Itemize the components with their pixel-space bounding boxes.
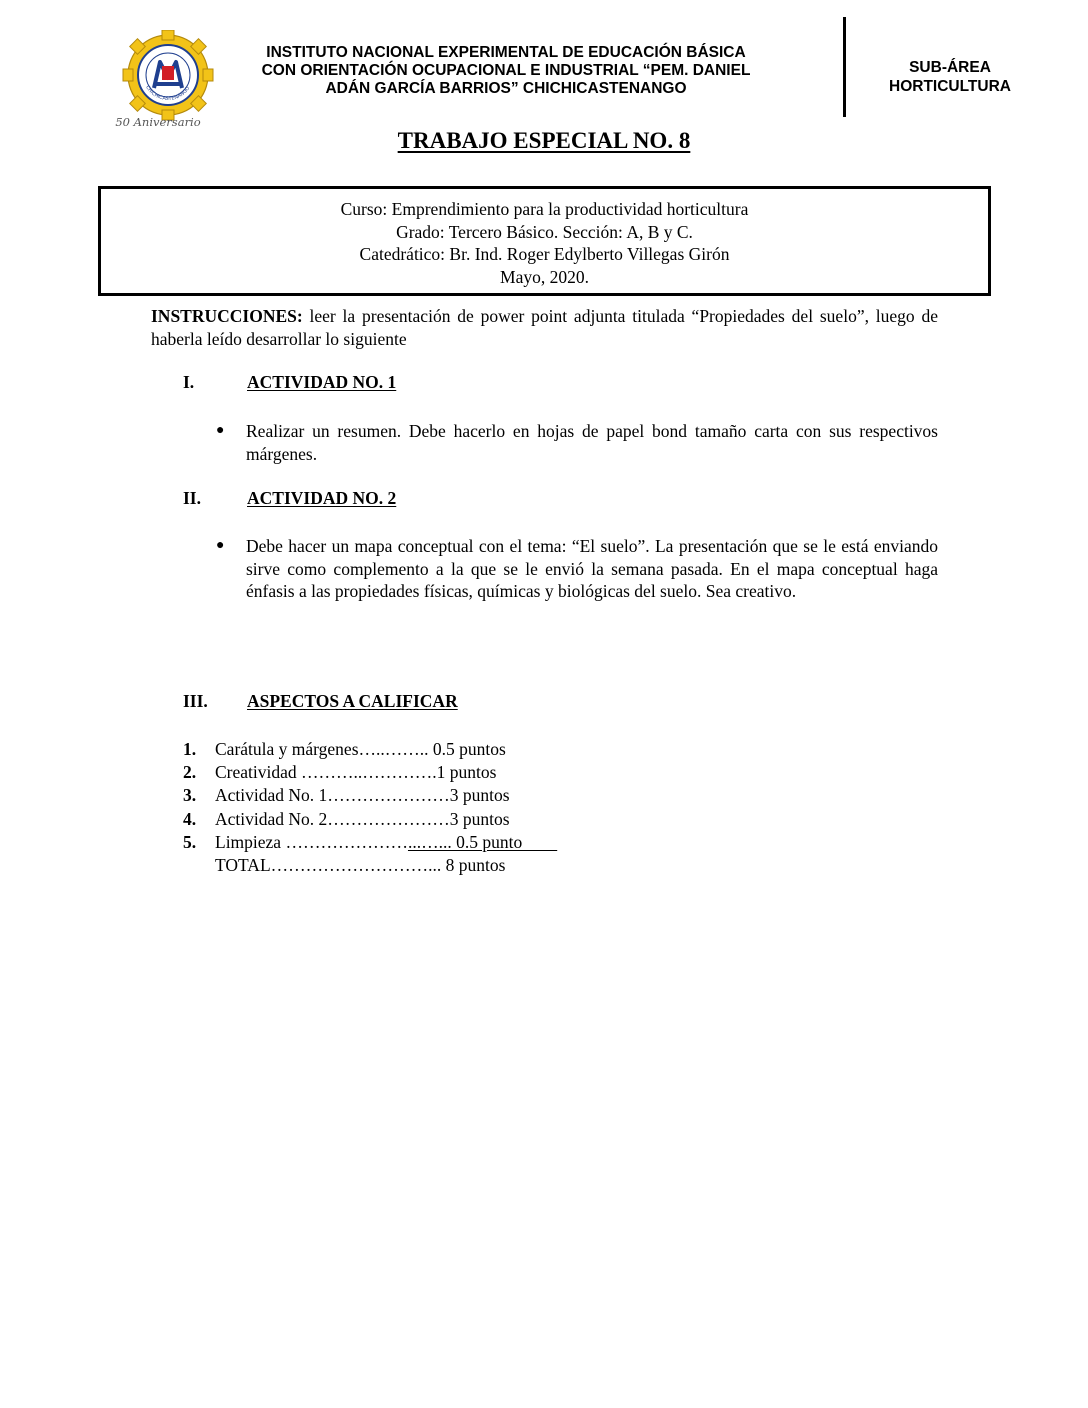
- section-title: ACTIVIDAD NO. 2: [247, 488, 397, 508]
- total-text: TOTAL………………………... 8 puntos: [215, 854, 506, 875]
- item-text-underlined: ...…... 0.5 punto: [407, 831, 558, 852]
- bullet-item: [216, 535, 938, 603]
- item-text: Actividad No. 1…………………3 puntos: [215, 785, 510, 806]
- bullet-text: Debe hacer un mapa conceptual con el tema: “El suelo”. La presentación que se le está enviando sirve como complemento a la que se le envió la semana pasada. En el mapa conceptual haga énfasis a las propiedades físicas, químicas y biológicas del suelo. Sea creativo.: [246, 536, 938, 601]
- section-heading: [183, 372, 396, 393]
- item-number: 3.: [183, 785, 197, 806]
- section-title: ASPECTOS A CALIFICAR: [247, 691, 458, 711]
- course-line: Curso: Emprendimiento para la productividad horticultura: [340, 199, 749, 219]
- header-divider: [843, 17, 846, 117]
- section-number: III.: [183, 691, 208, 711]
- section-heading: [183, 488, 396, 509]
- subarea-line: HORTICULTURA: [889, 78, 1011, 95]
- item-text: Carátula y márgenes…..…….. 0.5 puntos: [215, 739, 506, 759]
- item-number: 1.: [183, 739, 197, 759]
- item-number: 2.: [183, 762, 197, 783]
- item-text: Limpieza …………………: [215, 831, 408, 852]
- instructions-label: INSTRUCCIONES:: [151, 306, 303, 326]
- bullet-icon: ●: [216, 423, 225, 438]
- grade-line: Grado: Tercero Básico. Sección: A, B y C.: [396, 221, 693, 242]
- date-line: Mayo, 2020.: [500, 266, 589, 287]
- instructions-paragraph: [151, 305, 938, 350]
- subarea-label: [860, 58, 1040, 96]
- bullet-icon: ●: [216, 538, 225, 553]
- bullet-text: Realizar un resumen. Debe hacerlo en hojas de papel bond tamaño carta con sus respectivos márgenes.: [246, 421, 938, 464]
- item-text: Actividad No. 2…………………3 puntos: [215, 808, 510, 829]
- institute-line: INSTITUTO NACIONAL EXPERIMENTAL DE EDUCACIÓN BÁSICA: [266, 44, 746, 61]
- item-number: 5.: [183, 831, 197, 852]
- section-heading: [183, 691, 458, 712]
- logo-caption: 50 Aniversario: [115, 115, 201, 129]
- subarea-line: SUB-ÁREA: [909, 59, 991, 76]
- teacher-line: Catedrático: Br. Ind. Roger Edylberto Villegas Girón: [359, 244, 730, 264]
- logo-ring-text: CHICHICASTENANGO: [144, 84, 192, 103]
- item-number: 4.: [183, 808, 197, 829]
- section-number: I.: [183, 372, 195, 392]
- course-info-box: [98, 186, 991, 296]
- document-title: TRABAJO ESPECIAL NO. 8: [397, 128, 691, 153]
- section-number: II.: [183, 488, 201, 508]
- bullet-item: [216, 420, 938, 465]
- institute-line: CON ORIENTACIÓN OCUPACIONAL E INDUSTRIAL “PEM. DANIEL: [261, 62, 751, 79]
- instructions-text: leer la presentación de power point adjunta titulada “Propiedades del suelo”, luego de haberla leído desarrollar lo siguiente: [151, 306, 938, 349]
- section-title: ACTIVIDAD NO. 1: [247, 372, 397, 392]
- institute-line: ADÁN GARCÍA BARRIOS” CHICHICASTENANGO: [325, 80, 687, 97]
- institute-name: [212, 44, 800, 98]
- item-text: Creatividad ………..………….1 puntos: [215, 762, 497, 783]
